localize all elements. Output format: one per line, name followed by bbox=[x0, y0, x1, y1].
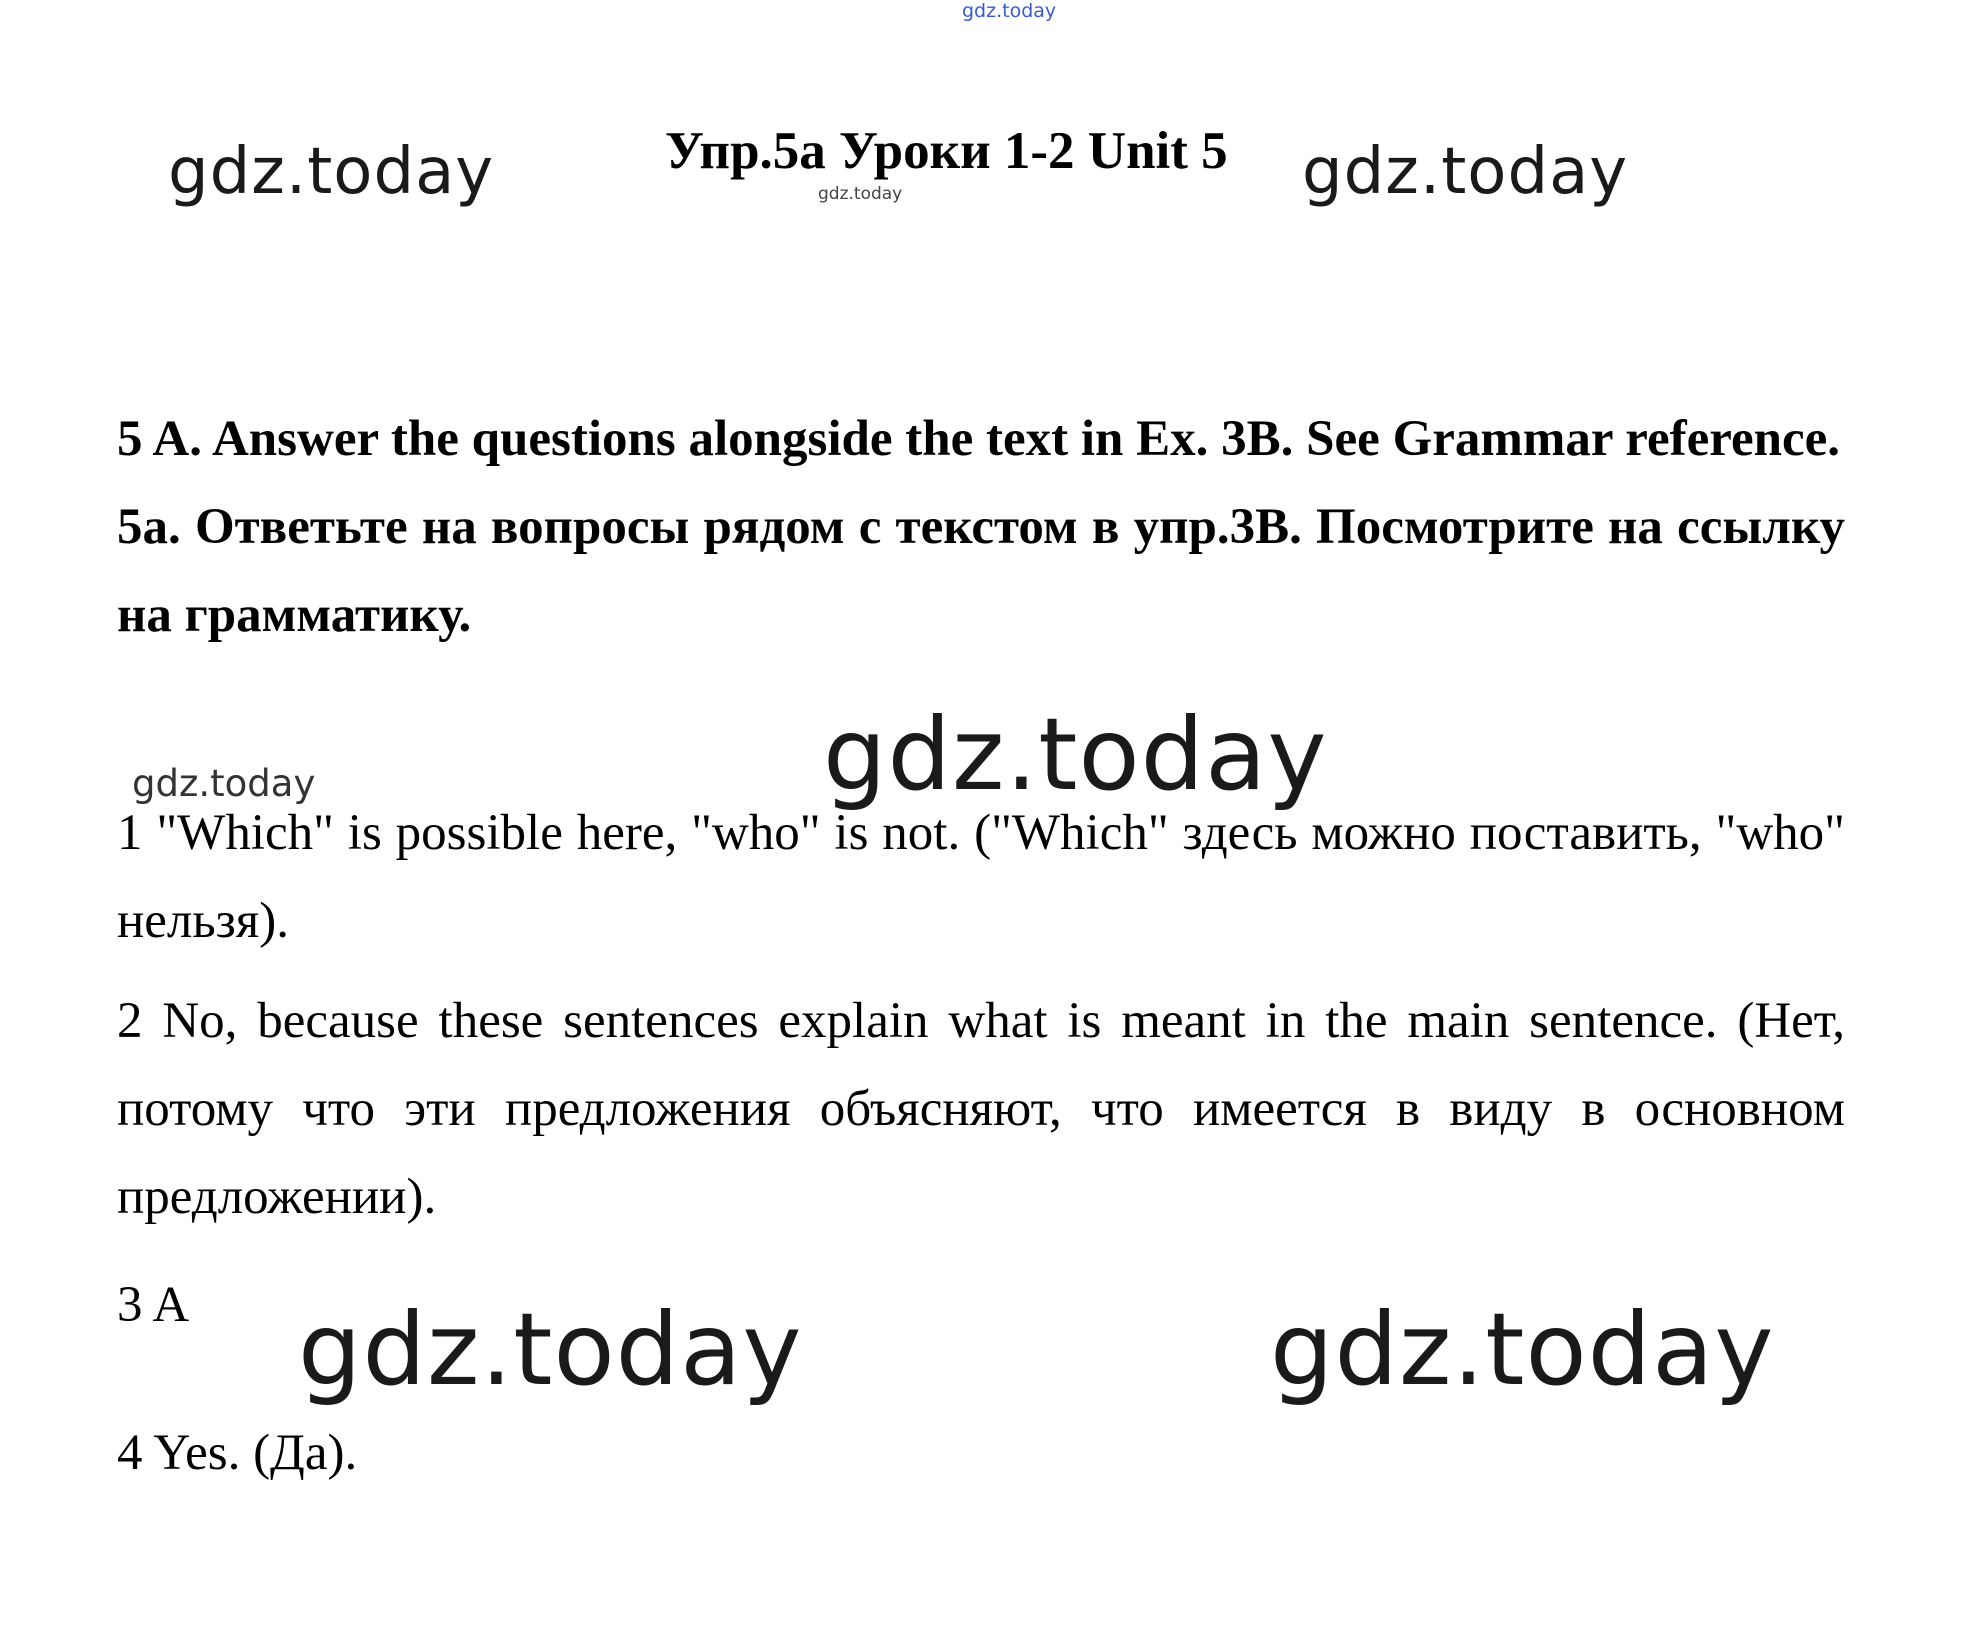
task-russian: 5a. Ответьте на вопросы рядом с текстом в упр.3В. Посмотрите на ссылку на грамматику. bbox=[117, 499, 1845, 643]
answer-3: 3 A bbox=[117, 1277, 190, 1333]
answer-2: 2 No, because these sentences explain what is meant in the main sentence. (Нет, потому что эти предложения объясняют, что имеется в виду в основном предложении). bbox=[117, 993, 1845, 1225]
task-block bbox=[117, 395, 1845, 659]
watermark-header-right: gdz.today bbox=[1302, 135, 1629, 209]
watermark-row3-right: gdz.today bbox=[1270, 1291, 1775, 1408]
task-english: 5 A. Answer the questions alongside the text in Ex. 3B. See Grammar reference. bbox=[117, 411, 1841, 467]
watermark-under-title: gdz.today bbox=[818, 184, 903, 204]
page-title: Упр.5а Уроки 1-2 Unit 5 bbox=[665, 122, 1228, 180]
watermark-middle: gdz.today bbox=[823, 696, 1328, 813]
watermark-left-small: gdz.today bbox=[132, 762, 316, 805]
answer-1: 1 "Which" is possible here, "who" is not. ("Which" здесь можно поставить, "who" нельзя). bbox=[117, 805, 1845, 949]
watermark-header-left: gdz.today bbox=[168, 135, 495, 209]
watermark-row3-left: gdz.today bbox=[298, 1291, 803, 1408]
watermark-top: gdz.today bbox=[962, 0, 1057, 22]
answer-4: 4 Yes. (Да). bbox=[117, 1425, 358, 1481]
